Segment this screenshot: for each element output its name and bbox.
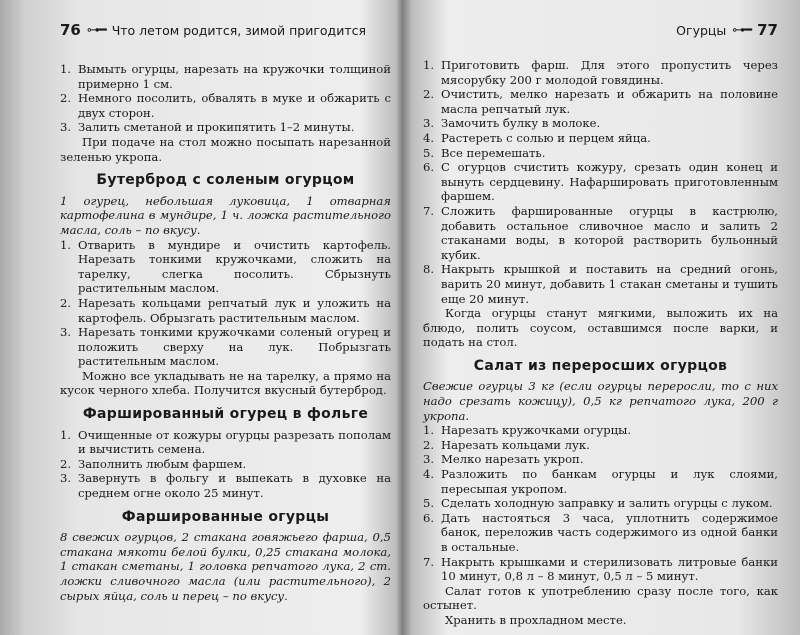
recipe-note: Когда огурцы станут мягкими, выложить их на блюдо, полить соусом, оставшимся после варки, и подать на стол.	[423, 306, 778, 350]
right-content	[423, 58, 778, 628]
list-item: 4. Растереть с солью и перцем яйца.	[423, 130, 651, 145]
recipe-ingredients: 8 свежих огурцов, 2 стакана говяжьего фарша, 0,5 стакана мякоти белой булки, 0,25 стакана молока, 1 стакан сметаны, 1 головка репчатого лука, 2 ст. ложки сливочного масла (или растительного), 2 сырых яйца, соль и перец – по вкусу.	[60, 530, 391, 603]
list-item: 2. Заполнить любым фаршем.	[60, 456, 247, 471]
list-item: 5. Сделать холодную заправку и залить огурцы с луком.	[423, 496, 773, 511]
recipe-title: Салат из переросших огурцов	[473, 357, 728, 374]
key-icon: ⊶━	[86, 22, 106, 38]
page-number: 77	[757, 21, 778, 39]
running-title: Что летом родится, зимой пригодится	[111, 22, 366, 38]
list-item: 6. Дать настояться 3 часа, уплотнить содержимое банок, переложив часть содержимого из одной банки в остальные.	[423, 510, 778, 554]
recipe-steps	[60, 428, 391, 501]
list-item: 1. Очищенные от кожуры огурцы разрезать пополам и вычистить семена.	[60, 427, 391, 457]
left-content	[60, 62, 391, 603]
recipe-note: Хранить в прохладном месте.	[445, 612, 627, 627]
recipe-title: Фаршированный огурец в фольге	[82, 406, 369, 423]
list-item: 3. Мелко нарезать укроп.	[423, 452, 584, 467]
list-item: 1. Приготовить фарш. Для этого пропустить через мясорубку 200 г молодой говядины.	[423, 58, 778, 87]
list-item: 2. Нарезать кольцами репчатый лук и уложить на картофель. Обрызгать растительным маслом.	[60, 295, 391, 325]
list-item: 2. Очистить, мелко нарезать и обжарить на половине масла репчатый лук.	[423, 87, 778, 116]
recipe-steps	[423, 58, 778, 306]
list-item: 2. Немного посолить, обвалять в муке и обжарить с двух сторон.	[60, 91, 391, 120]
recipe-steps	[423, 423, 778, 584]
recipe-note: Можно все укладывать не на тарелку, а прямо на кусок черного хлеба. Получится вкусный бутерброд.	[60, 368, 391, 398]
key-icon: ⊶━	[732, 22, 752, 38]
recipe-ingredients: Свежие огурцы 3 кг (если огурцы переросли, то с них надо срезать кожицу), 0,5 кг репчатого лука, 200 г укропа.	[423, 379, 778, 423]
recipe-steps	[60, 238, 391, 369]
recipe-title: Фаршированные огурцы	[121, 508, 330, 525]
recipe-ingredients: 1 огурец, небольшая луковица, 1 отварная картофелина в мундире, 1 ч. ложка растительного масла, соль – по вкусу.	[60, 193, 391, 237]
right-running-head	[423, 18, 778, 42]
list-item: 1. Отварить в мундире и очистить картофель. Нарезать тонкими кружочками, сложить на тарелку, слегка посолить. Сбрызнуть растительным маслом.	[60, 237, 391, 296]
running-title: Огурцы	[676, 22, 727, 38]
list-item: 2. Нарезать кольцами лук.	[423, 437, 590, 452]
left-running-head	[60, 18, 391, 42]
list-item: 3. Залить сметаной и прокипятить 1–2 минуты.	[60, 120, 355, 135]
list-item: 3. Нарезать тонкими кружочками соленый огурец и положить сверху на лук. Побрызгать растительным маслом.	[60, 325, 391, 369]
list-item: 3. Завернуть в фольгу и выпекать в духовке на среднем огне около 25 минут.	[60, 471, 391, 501]
recipe-title: Бутерброд с соленым огурцом	[96, 172, 355, 189]
page-number: 76	[60, 21, 81, 39]
list-item: 8. Накрыть крышкой и поставить на средний огонь, варить 20 минут, добавить 1 стакан сметаны и тушить еще 20 минут.	[423, 262, 778, 306]
list-item: 1. Вымыть огурцы, нарезать на кружочки толщиной примерно 1 см.	[60, 62, 391, 91]
list-item: 7. Накрыть крышками и стерилизовать литровые банки 10 минут, 0,8 л – 8 минут, 0,5 л – 5 минут.	[423, 554, 778, 584]
list-item: 4. Разложить по банкам огурцы и лук слоями, пересыпая укропом.	[423, 467, 778, 496]
intro-note: При подаче на стол можно посыпать нарезанной зеленью укропа.	[60, 134, 391, 164]
intro-steps	[60, 62, 391, 135]
right-page	[405, 0, 800, 635]
list-item: 1. Нарезать кружочками огурцы.	[423, 423, 632, 438]
list-item: 5. Все перемешать.	[423, 145, 546, 160]
list-item: 6. С огурцов счистить кожуру, срезать один конец и вынуть сердцевину. Нафаршировать приготовленным фаршем.	[423, 160, 778, 204]
recipe-note: Салат готов к употреблению сразу после того, как остынет.	[423, 583, 778, 613]
list-item: 7. Сложить фаршированные огурцы в кастрюлю, добавить остальное сливочное масло и залить 2 стаканами воды, в которой растворить бульонный кубик.	[423, 203, 778, 262]
list-item: 3. Замочить булку в молоке.	[423, 116, 601, 131]
